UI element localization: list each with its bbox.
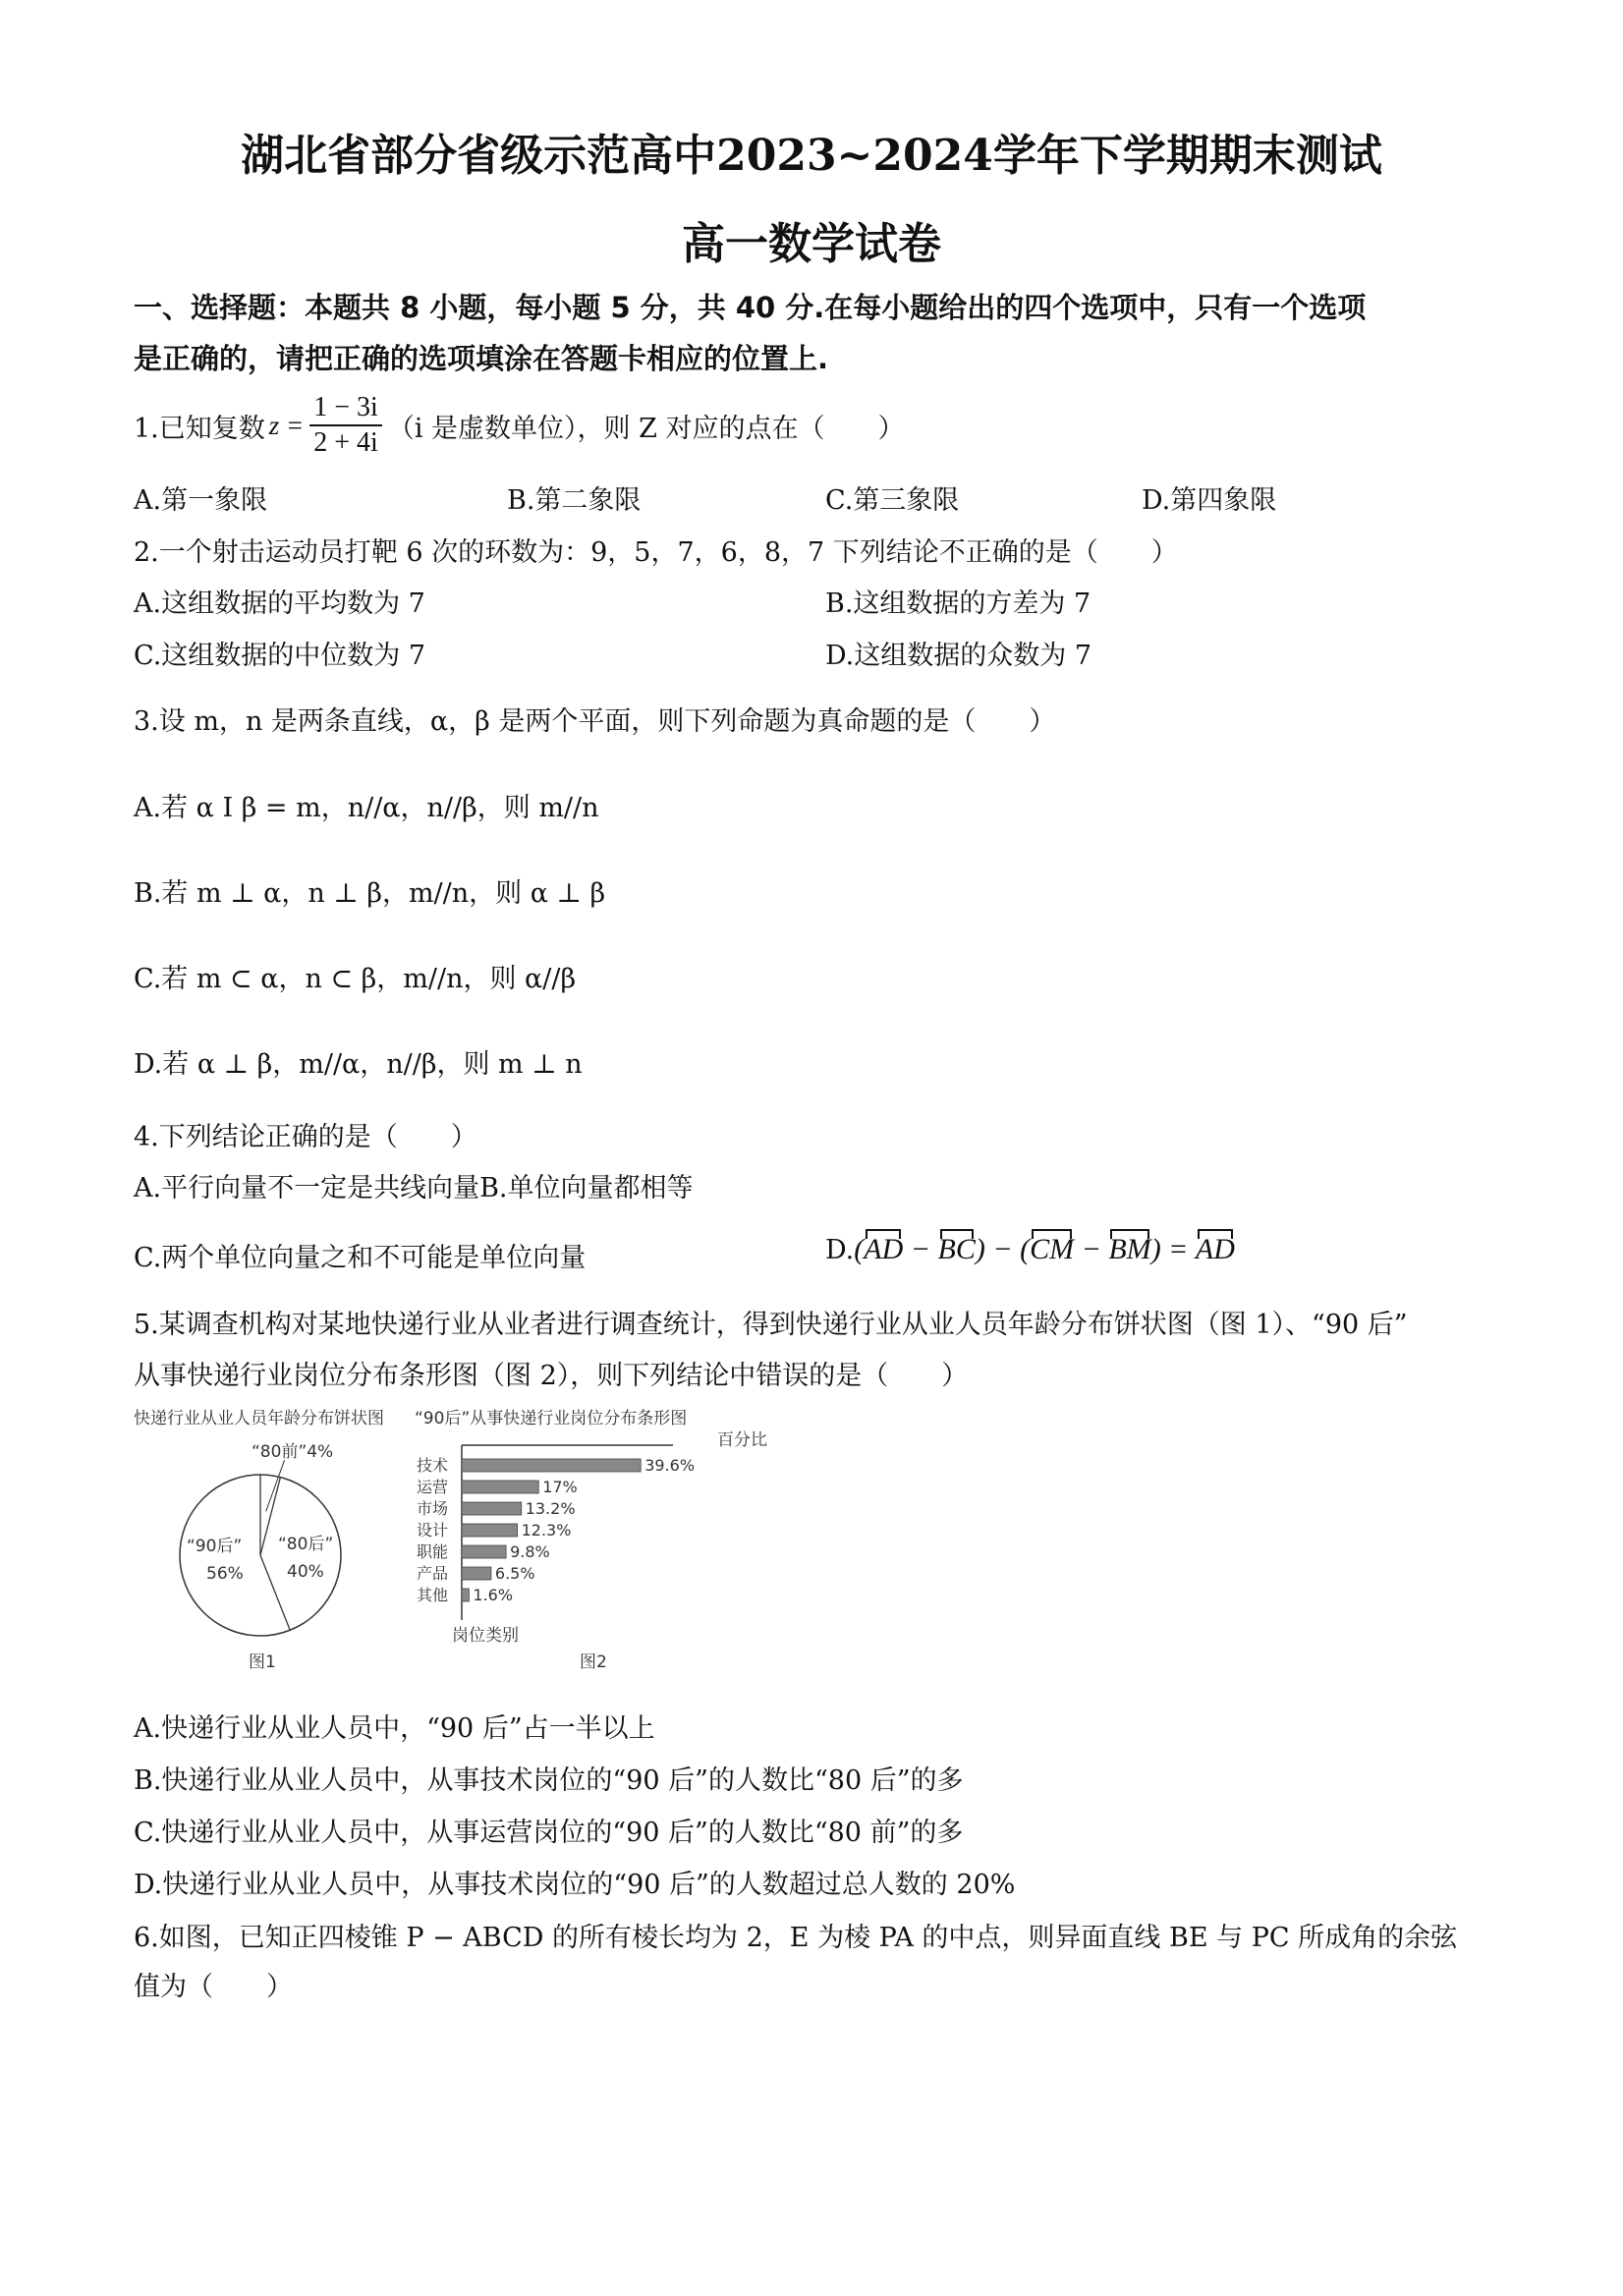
q4-d-paren1: ( <box>854 1233 865 1265</box>
vector-cm: CM <box>1030 1233 1075 1265</box>
q4-d-mid: ) − ( <box>975 1233 1031 1265</box>
q4-option-ab <box>134 1166 694 1204</box>
q3-option-d: D.若 α ⊥ β，m//α，n//β，则 m ⊥ n <box>134 1049 583 1080</box>
bar-caption: 图2 <box>580 1652 607 1672</box>
pie-value-90-after: 56% <box>206 1564 244 1584</box>
bar-category-label: 职能 <box>417 1542 449 1561</box>
bar-category-label: 产品 <box>417 1564 449 1583</box>
q5-figures <box>128 1400 796 1685</box>
q1-prefix: 1.已知复数 <box>134 413 265 444</box>
page-title: 湖北省部分省级示范高中2023~2024学年下学期期末测试 <box>241 131 1382 181</box>
vector-bc: BC <box>937 1233 976 1265</box>
bar-category-label: 设计 <box>417 1521 449 1540</box>
bar-4 <box>462 1545 506 1558</box>
question-3-stem: 3.设 m，n 是两条直线，α，β 是两个平面，则下列命题为真命题的是（ ） <box>134 706 1056 737</box>
bar-title: “90后”从事快递行业岗位分布条形图 <box>415 1409 688 1428</box>
bar-3 <box>462 1524 518 1537</box>
q2-option-d: D.这组数据的众数为 7 <box>825 641 1092 671</box>
q1-option-a: A.第一象限 <box>134 485 268 516</box>
q5-option-d: D.快递行业从业人员中，从事技术岗位的“90 后”的人数超过总人数的 20% <box>134 1870 1016 1900</box>
bar-ylabel: 岗位类别 <box>452 1626 519 1646</box>
q1-option-d: D.第四象限 <box>1142 485 1277 516</box>
pie-label-90-after: “90后” <box>187 1537 243 1556</box>
pie-value-80-after: 40% <box>287 1562 324 1582</box>
section-heading-line2: 是正确的，请把正确的选项填涂在答题卡相应的位置上. <box>134 342 829 375</box>
question-5-line1: 5.某调查机构对某地快递行业从业者进行调查统计，得到快递行业从业人员年龄分布饼状图（图 1）、“90 后” <box>134 1310 1408 1340</box>
q1-var: z = <box>268 410 305 440</box>
bar-0 <box>462 1459 641 1472</box>
pie-label-80-before: “80前”4% <box>252 1442 334 1462</box>
page-subtitle: 高一数学试卷 <box>682 219 941 269</box>
bar-category-label: 运营 <box>417 1478 449 1496</box>
vector-bm: BM <box>1108 1233 1151 1265</box>
q4-option-b: B.单位向量都相等 <box>479 1173 694 1204</box>
q3-option-c: C.若 m ⊂ α，n ⊂ β，m//n，则 α//β <box>134 964 577 994</box>
bar-value-label: 12.3% <box>521 1521 572 1540</box>
bar-6 <box>462 1589 469 1601</box>
bar-5 <box>462 1567 491 1580</box>
q5-option-c: C.快递行业从业人员中，从事运营岗位的“90 后”的人数比“80 前”的多 <box>134 1818 964 1848</box>
section-heading-line1: 一、选择题：本题共 8 小题，每小题 5 分，共 40 分.在每小题给出的四个选项中，只有一个选项 <box>134 291 1367 324</box>
pie-caption: 图1 <box>249 1652 276 1672</box>
q1-option-b: B.第二象限 <box>507 485 642 516</box>
bar-value-label: 17% <box>542 1478 578 1496</box>
pie-title: 快递行业从业人员年龄分布饼状图 <box>134 1409 384 1428</box>
bar-1 <box>462 1481 538 1493</box>
q3-option-b: B.若 m ⊥ α，n ⊥ β，m//n，则 α ⊥ β <box>134 878 606 909</box>
q1-suffix: （i 是虚数单位），则 Z 对应的点在（ ） <box>387 413 905 444</box>
q4-d-eq: ) = <box>1150 1233 1196 1265</box>
q4-option-c: C.两个单位向量之和不可能是单位向量 <box>134 1243 587 1273</box>
bar-chart <box>417 1445 695 1620</box>
q5-option-a: A.快递行业从业人员中，“90 后”占一半以上 <box>134 1713 655 1744</box>
bar-value-label: 6.5% <box>494 1564 535 1583</box>
q2-option-b: B.这组数据的方差为 7 <box>825 588 1091 619</box>
q4-option-a: A.平行向量不一定是共线向量 <box>134 1173 480 1204</box>
q1-numerator: 1 − 3i <box>309 391 382 426</box>
question-6-line2: 值为（ ） <box>134 1972 293 2002</box>
bar-2 <box>462 1502 522 1515</box>
bar-value-label: 1.6% <box>473 1586 514 1604</box>
question-4-stem: 4.下列结论正确的是（ ） <box>134 1122 477 1152</box>
q1-denominator: 2 + 4i <box>313 427 378 458</box>
bar-value-label: 13.2% <box>525 1499 576 1518</box>
q1-fraction <box>309 391 382 460</box>
q1-option-c: C.第三象限 <box>825 485 960 516</box>
bar-value-label: 9.8% <box>510 1542 550 1561</box>
q2-option-c: C.这组数据的中位数为 7 <box>134 641 426 671</box>
q4-d-minus1: − <box>903 1233 938 1265</box>
question-6-line1: 6.如图，已知正四棱锥 P − ABCD 的所有棱长均为 2，E 为棱 PA 的中点，则异面直线 BE 与 PC 所成角的余弦 <box>134 1923 1458 1953</box>
q4-option-d-prefix: D. <box>825 1235 855 1265</box>
question-1-stem <box>134 391 904 460</box>
pie-label-80-after: “80后” <box>278 1535 334 1554</box>
q2-option-a: A.这组数据的平均数为 7 <box>134 588 425 619</box>
q5-option-b: B.快递行业从业人员中，从事技术岗位的“90 后”的人数比“80 后”的多 <box>134 1765 964 1796</box>
question-5-line2: 从事快递行业岗位分布条形图（图 2），则下列结论中错误的是（ ） <box>134 1361 969 1391</box>
bar-category-label: 市场 <box>417 1499 449 1518</box>
bar-value-label: 39.6% <box>644 1456 696 1475</box>
vector-ad: AD <box>864 1233 904 1265</box>
vector-ad-result: AD <box>1195 1233 1235 1265</box>
bar-category-label: 技术 <box>417 1456 449 1475</box>
bar-xlabel: 百分比 <box>717 1430 767 1450</box>
question-2-stem: 2.一个射击运动员打靶 6 次的环数为：9，5，7，6，8，7 下列结论不正确的是（ ） <box>134 537 1178 568</box>
q3-option-a: A.若 α I β = m，n//α，n//β，则 m//n <box>134 793 599 823</box>
q4-d-minus2: − <box>1074 1233 1109 1265</box>
bar-category-label: 其他 <box>417 1586 449 1604</box>
q4-option-d <box>825 1233 1235 1266</box>
